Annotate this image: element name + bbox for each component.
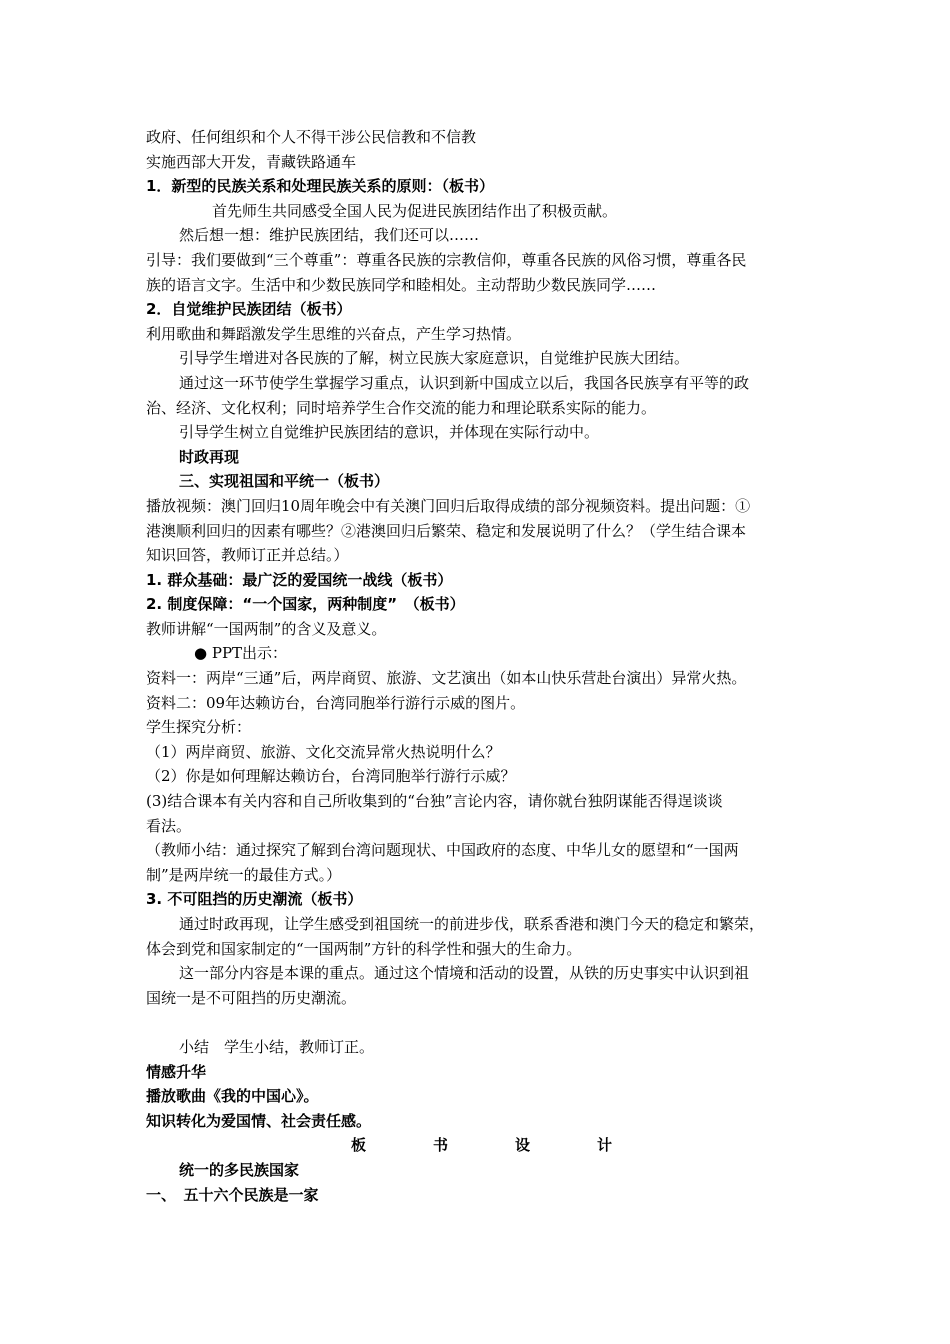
text-line: 知识回答，教师订正并总结。） xyxy=(146,546,349,565)
text-line xyxy=(146,1010,812,1035)
text-line: 利用歌曲和舞蹈激发学生思维的兴奋点，产生学习热情。 xyxy=(146,324,522,343)
board-heading-char: 计 xyxy=(596,1136,612,1155)
text-line: 引导学生树立自觉维护民族团结的意识，并体现在实际行动中。 xyxy=(179,423,600,442)
text-line: 体会到党和国家制定的“一国两制”方针的科学性和强大的生命力。 xyxy=(146,939,582,958)
text-line: 首先师生共同感受全国人民为促进民族团结作出了积极贡献。 xyxy=(212,201,618,220)
text-line: 资料二：09年达赖访台，台湾同胞举行游行示威的图片。 xyxy=(146,693,526,712)
text-line: 通过时政再现，让学生感受到祖国统一的前进步伐，联系香港和澳门今天的稳定和繁荣， xyxy=(179,915,765,933)
heading-line: 1．新型的民族关系和处理民族关系的原则：（板书） xyxy=(146,177,494,196)
text-line: （教师小结：通过探究了解到台湾问题现状、中国政府的态度、中华儿女的愿望和“一国两 xyxy=(146,841,739,860)
text-line: 教师讲解“一国两制”的含义及意义。 xyxy=(146,619,387,638)
heading-line: 2. 制度保障：“一个国家，两种制度” （板书） xyxy=(146,595,465,614)
text-line: 国统一是不可阻挡的历史潮流。 xyxy=(146,988,357,1007)
board-design-content xyxy=(146,1158,812,1207)
board-design-heading xyxy=(146,1133,812,1158)
text-line: 政府、任何组织和个人不得干涉公民信教和不信教 xyxy=(146,128,477,146)
heading-line: 情感升华 xyxy=(146,1062,207,1081)
text-line: 族的语言文字。生活中和少数民族同学和睦相处。主动帮助少数民族同学…… xyxy=(146,275,657,294)
heading-line: 一、 五十六个民族是一家 xyxy=(146,1185,319,1204)
text-line: （1）两岸商贸、旅游、文化交流异常火热说明什么？ xyxy=(146,742,501,761)
text-line: 治、经济、文化权利；同时培养学生合作交流的能力和理论联系实际的能力。 xyxy=(146,398,657,417)
heading-line: 统一的多民族国家 xyxy=(179,1160,300,1179)
text-line: 播放视频：澳门回归10周年晚会中有关澳门回归后取得成绩的部分视频资料。提出问题：① xyxy=(146,496,751,515)
text-line: 引导学生增进对各民族的了解，树立民族大家庭意识，自觉维护民族大团结。 xyxy=(179,349,690,368)
text-line: 制”是两岸统一的最佳方式。） xyxy=(146,865,342,884)
text-line: 然后想一想：维护民族团结，我们还可以…… xyxy=(179,226,480,245)
heading-line: 1. 群众基础：最广泛的爱国统一战线（板书） xyxy=(146,570,453,589)
text-line: 这一部分内容是本课的重点。通过这个情境和活动的设置，从铁的历史事实中认识到祖 xyxy=(179,964,750,983)
text-line: 引导：我们要做到“三个尊重”：尊重各民族的宗教信仰，尊重各民族的风俗习惯，尊重各民 xyxy=(146,250,747,269)
heading-line: 3. 不可阻挡的历史潮流（板书） xyxy=(146,890,363,909)
heading-line: 三、实现祖国和平统一（板书） xyxy=(179,472,390,491)
text-line: (3)结合课本有关内容和自己所收集到的“台独”言论内容，请你就台独阴谋能否得逞谈谈 xyxy=(146,792,723,811)
text-line: ● PPT出示： xyxy=(179,644,288,663)
paragraph-list xyxy=(146,125,812,1133)
text-line: 资料一：两岸“三通”后，两岸商贸、旅游、文艺演出（如本山快乐营赴台演出）异常火热。 xyxy=(146,669,747,688)
text-line: 实施西部大开发，青藏铁路通车 xyxy=(146,152,357,171)
text-line: 看法。 xyxy=(146,816,192,835)
text-line: 小结 学生小结，教师订正。 xyxy=(179,1037,375,1056)
heading-line: 知识转化为爱国情、社会责任感。 xyxy=(146,1111,372,1130)
board-heading-char: 设 xyxy=(514,1136,530,1155)
heading-line: 2．自觉维护民族团结（板书） xyxy=(146,300,352,319)
text-line: 港澳顺利回归的因素有哪些？②港澳回归后繁荣、稳定和发展说明了什么？（学生结合课本 xyxy=(146,521,747,540)
text-line: 学生探究分析： xyxy=(146,718,252,737)
text-line: （2）你是如何理解达赖访台，台湾同胞举行游行示威？ xyxy=(146,767,516,786)
heading-line: 时政再现 xyxy=(179,447,240,466)
board-heading-char: 板 xyxy=(350,1136,366,1155)
document-body xyxy=(146,125,812,1207)
heading-line: 播放歌曲《我的中国心》。 xyxy=(146,1087,319,1106)
text-line: 通过这一环节使学生掌握学习重点，认识到新中国成立以后，我国各民族享有平等的政 xyxy=(179,373,750,392)
board-heading-char: 书 xyxy=(432,1136,448,1155)
